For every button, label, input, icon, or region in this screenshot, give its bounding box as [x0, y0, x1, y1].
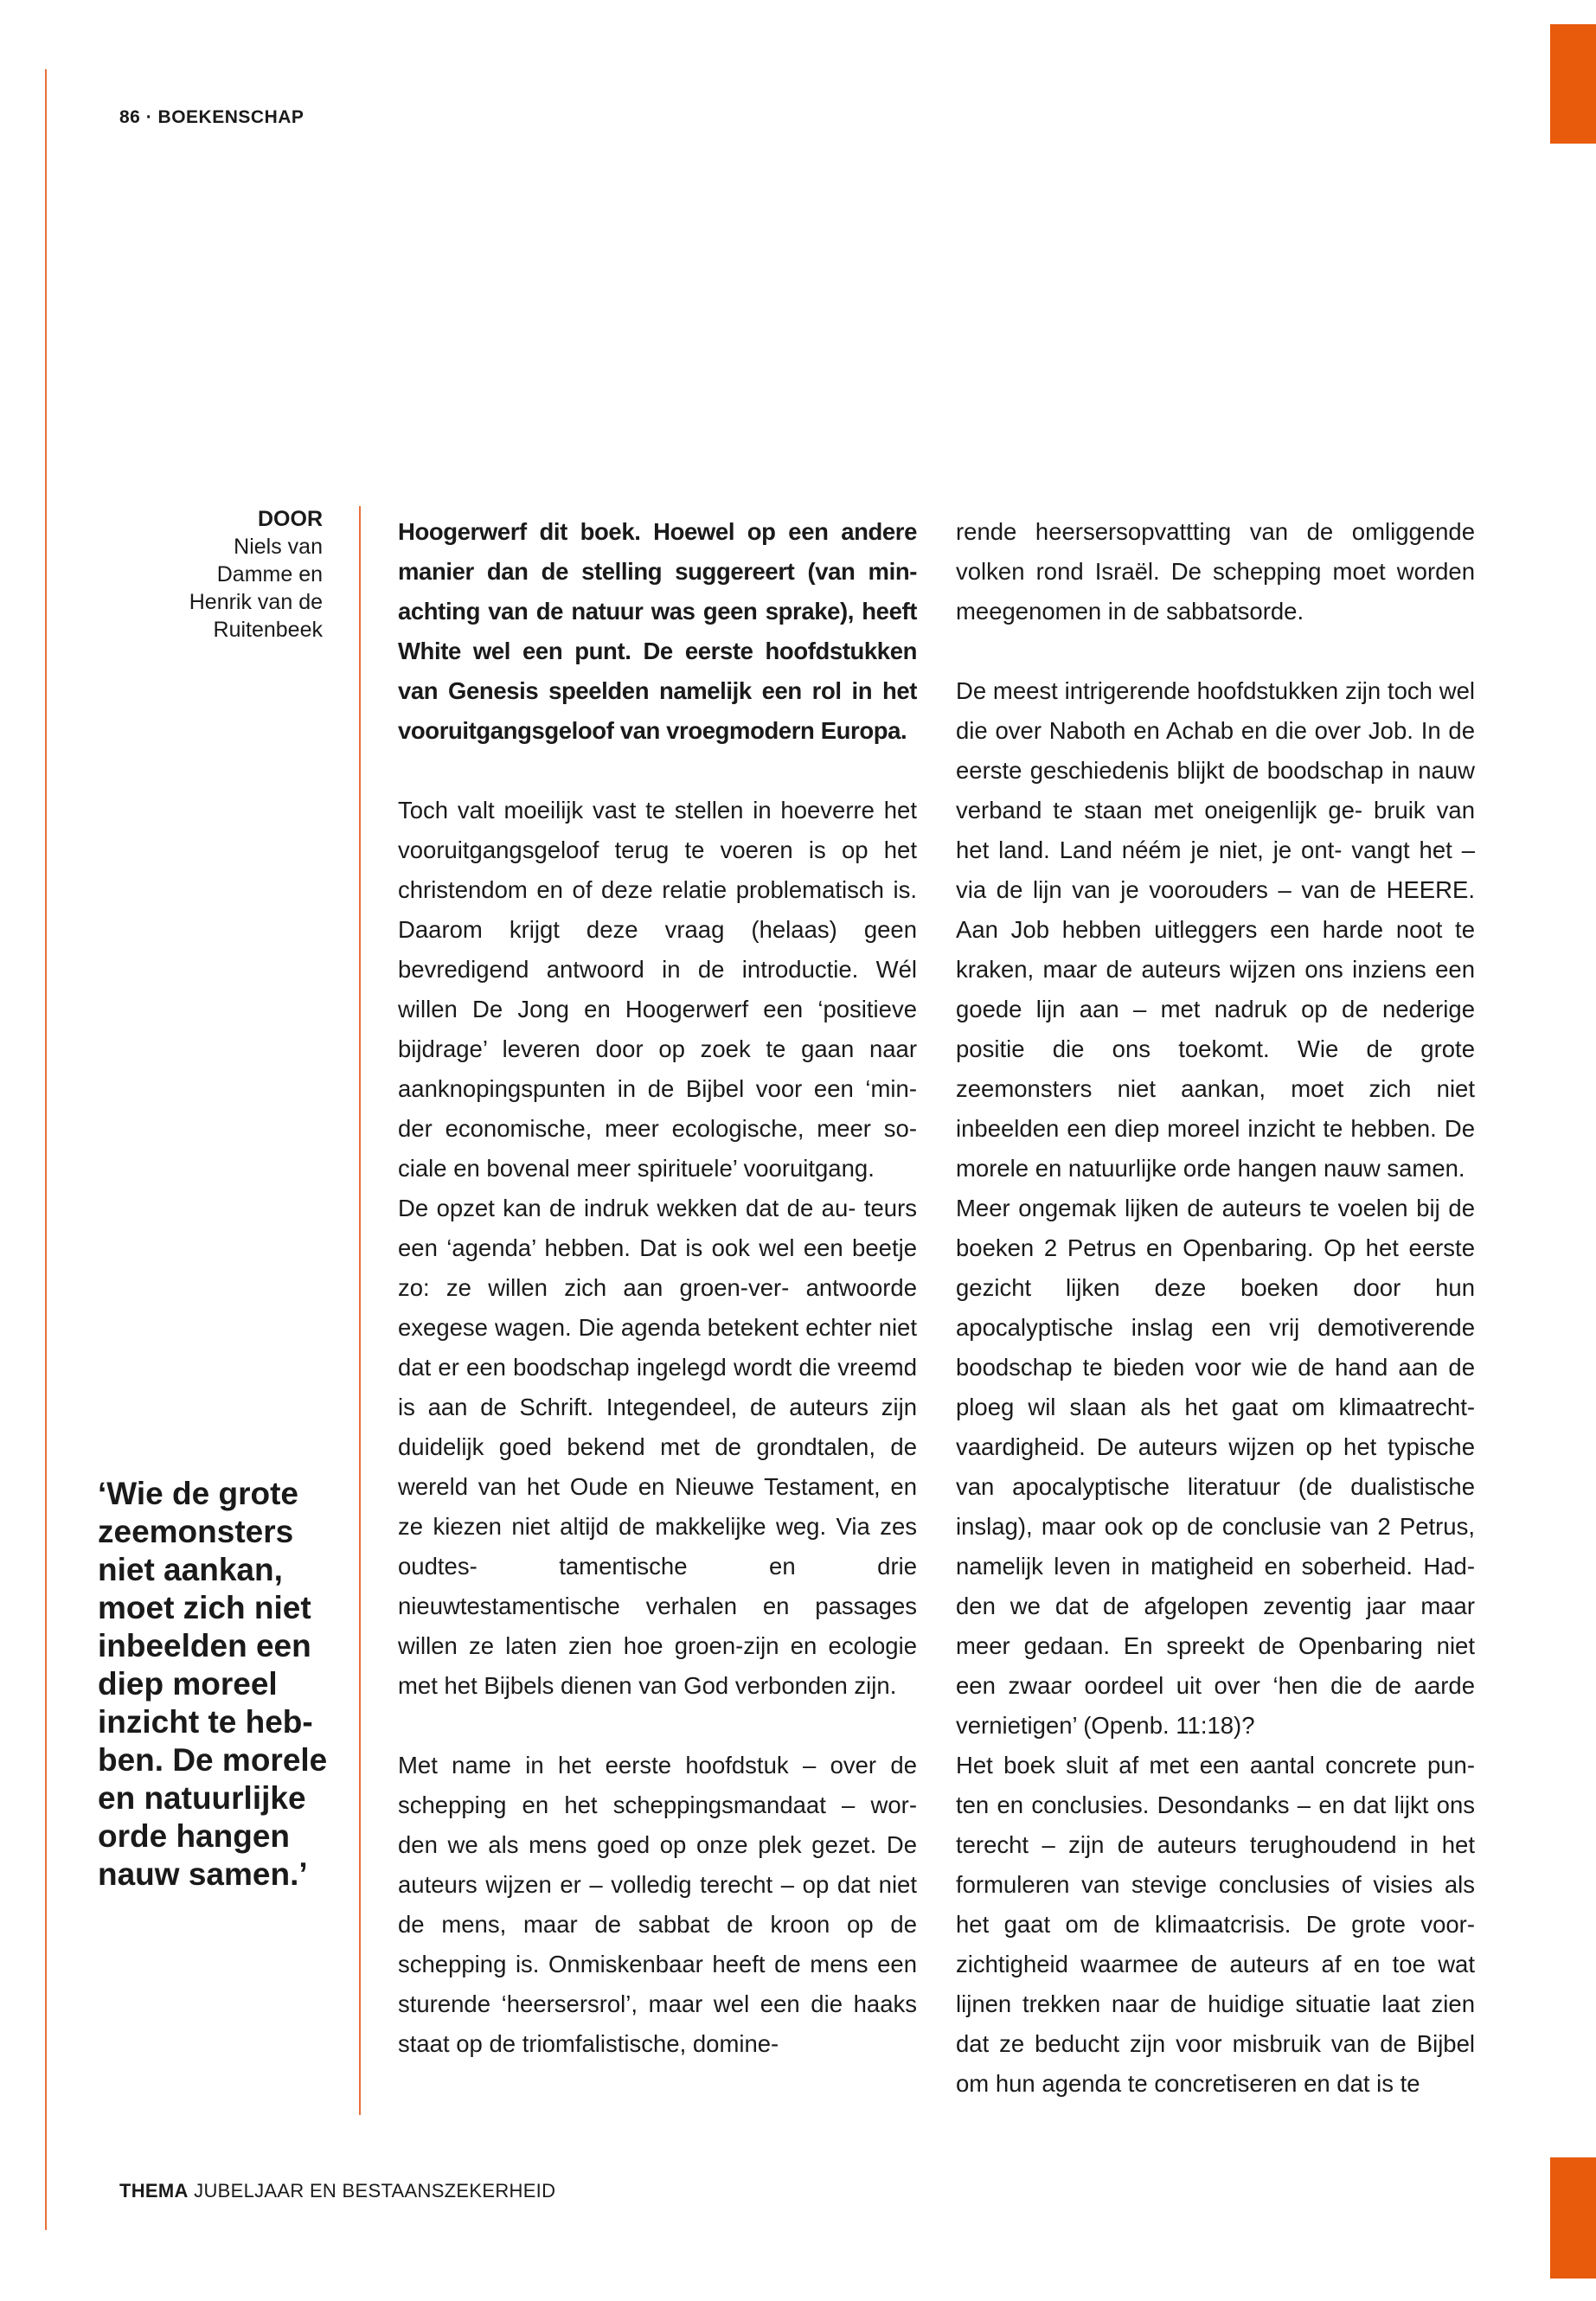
page-number: 86: [119, 107, 141, 127]
page-footer: [119, 2180, 555, 2202]
page-header: [119, 107, 304, 128]
footer-theme-title: JUBELJAAR EN BESTAANSZEKERHEID: [194, 2180, 556, 2202]
intro-paragraph: Hoogerwerf dit boek. Hoewel op een andere manier dan de stelling suggereert (van min- achting van de natuur was geen sprake), heeft White wel een punt. De eerste hoofdstukken van Genesis speelden namelijk een rol in het vooruitgangsgeloof van vroegmodern Europa.: [398, 518, 917, 744]
header-separator: ·: [145, 107, 153, 127]
margin-rule: [45, 69, 47, 2230]
byline-label: DOOR: [258, 507, 323, 531]
body-paragraph: Toch valt moeilijk vast te stellen in hoeverre het vooruitgangsgeloof terug te voeren is op het christendom en of deze relatie problematisch is. Daarom krijgt deze vraag (helaas) geen bevredigend antwoord in de introductie. Wél willen De Jong en Hoogerwerf een ‘positieve bijdrage’ leveren door op zoek te gaan naar aanknopingspunten in de Bijbel voor een ‘min- der economische, meer ecologische, meer so- ciale en bovenal meer spirituele’ vooruitgang.: [398, 797, 917, 1182]
footer-theme-label: THEMA: [119, 2180, 189, 2202]
body-paragraph: De meest intrigerende hoofdstukken zijn toch wel die over Naboth en Achab en die over Job. In de eerste geschiedenis blijkt de boodschap in nauw verband te staan met oneigenlijk ge- bruik van het land. Land néém je niet, je ont- vangt het – via de lijn van je voorouders – van de HEERE. Aan Job hebben uitleggers een harde noot te kraken, maar de auteurs wijzen ons inziens een goede lijn aan – met nadruk op de nederige positie die ons toekomt. Wie de grote zeemonsters niet aankan, moet zich niet inbeelden een diep moreel inzicht te hebben. De morele en natuurlijke orde hangen nauw samen.: [956, 677, 1475, 1182]
body-paragraph: Met name in het eerste hoofdstuk – over de schepping en het scheppingsmandaat – wor- den we als mens goed op onze plek gezet. De auteurs wijzen er – volledig terecht – op dat niet de mens, maar de sabbat de kroon op de schepping is. Onmiskenbaar heeft de mens een sturende ‘heersersrol’, maar wel een die haaks staat op de triomfalistische, domine-: [398, 1752, 917, 2057]
body-paragraph: Meer ongemak lijken de auteurs te voelen bij de boeken 2 Petrus en Openbaring. Op het eerste gezicht lijken deze boeken door hun apocalyptische inslag een vrij demotiverende boodschap te bieden voor wie de hand aan de ploeg wil slaan als het gaat om klimaatrecht- vaardigheid. De auteurs wijzen op het typische van apocalyptische literatuur (de dualistische inslag), maar ook op de conclusie van 2 Petrus, namelijk leven in matigheid en soberheid. Had- den we dat de afgelopen zeventig jaar maar meer gedaan. En spreekt de Openbaring niet een zwaar oordeel uit over ‘hen die de aarde vernietigen’ (Openb. 11:18)?: [956, 1195, 1475, 1739]
body-paragraph: Het boek sluit af met een aantal concrete pun- ten en conclusies. Desondanks – en dat lijkt ons terecht – zijn de auteurs terughoudend in het formuleren van stevige conclusies of visies als het gaat om de klimaatcrisis. De grote voor- zichtigheid waarmee de auteurs af en toe wat lijnen trekken naar de huidige situatie laat zien dat ze beducht zijn voor misbruik van de Bijbel om hun agenda te concretiseren en dat is te: [956, 1752, 1475, 2097]
edge-tab-bottom: [1550, 2157, 1596, 2279]
byline: [156, 505, 323, 644]
edge-tab-top: [1550, 24, 1596, 144]
body-paragraph: De opzet kan de indruk wekken dat de au- teurs een ‘agenda’ hebben. Dat is ook wel een beetje zo: ze willen zich aan groen-ver- antwoorde exegese wagen. Die agenda betekent echter niet dat er een boodschap ingelegd wordt die vreemd is aan de Schrift. Integendeel, de auteurs zijn duidelijk goed bekend met de grondtalen, de wereld van het Oude en Nieuwe Testament, en ze kiezen niet altijd de makkelijke weg. Via zes oudtes- tamentische en drie nieuwtestamentische verhalen en passages willen ze laten zien hoe groen-zijn en ecologie met het Bijbels dienen van God verbonden zijn.: [398, 1195, 917, 1699]
byline-authors: Niels van Damme en Henrik van de Ruitenbeek: [189, 535, 323, 642]
text-column-2: [956, 512, 1475, 2104]
text-column-1: [398, 512, 917, 2064]
section-title: BOEKENSCHAP: [157, 107, 304, 127]
column-rule: [359, 506, 361, 2115]
pull-quote: ‘Wie de grote zeemonsters niet aankan, moet zich niet inbeelden een diep moreel inzicht te heb- ben. De morele en natuurlijke orde hangen nauw samen.’: [98, 1476, 328, 1892]
body-paragraph: rende heersersopvattting van de omliggende volken rond Israël. De schepping moet worden meegenomen in de sabbatsorde.: [956, 518, 1475, 625]
